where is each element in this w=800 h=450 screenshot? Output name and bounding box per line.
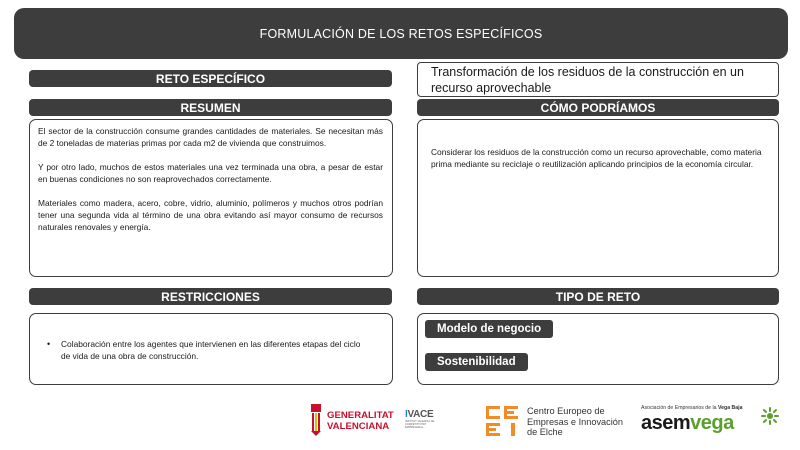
- restriccion-text: Colaboración entre los agentes que intervienen en las diferentes etapas del ciclo de vida de una obra de construcción.: [61, 339, 361, 361]
- reto-value-line-1: Transformación de los residuos de la construcción en un: [431, 65, 744, 79]
- restricciones-header: [29, 288, 392, 305]
- reto-especifico-value: [417, 62, 779, 97]
- tag-sostenibilidad: [425, 353, 528, 371]
- resumen-paragraph-1: El sector de la construcción consume grandes cantidades de materiales. Se necesitan más de 2 toneladas de materias primas por cada m2 de vivienda que construimos.: [38, 126, 383, 148]
- como-podriamos-box: [417, 119, 779, 277]
- ivace-sub-2: COMPETITIVITAT EMPRESARIAL: [405, 423, 427, 430]
- resumen-paragraph-2: Y por otro lado, muchos de estos materiales una vez terminada una obra, a pesar de estar en buenas condiciones no son reaprovechados correctamente.: [38, 162, 383, 184]
- asemvega-tagline: [641, 405, 781, 411]
- resumen-box: [29, 119, 393, 277]
- asemvega-tagline-bold: Vega Baja: [718, 405, 743, 411]
- como-podriamos-header: [417, 99, 779, 116]
- asemvega-logo: [641, 405, 781, 439]
- generalitat-logo: [308, 404, 393, 438]
- ceei-logo: [486, 405, 626, 439]
- generalitat-line-1: GENERALITAT: [327, 410, 394, 421]
- como-podriamos-text: Considerar los residuos de la construcción como un recurso aprovechable, como materia prima mediante su reciclaje o reutilización aplicando principios de la economía circular.: [431, 147, 762, 169]
- generalitat-line-2: VALENCIANA: [327, 421, 390, 432]
- asemvega-leaf-icon: [761, 407, 779, 425]
- asemvega-name-a: asem: [641, 412, 691, 434]
- tag-sostenibilidad-label: Sostenibilidad: [437, 356, 516, 368]
- ceei-line-2: Empresas e Innovación: [527, 416, 624, 427]
- ceei-mark-icon: [486, 406, 522, 438]
- page-title-bar: [14, 8, 788, 59]
- reto-value-line-2: recurso aprovechable: [431, 81, 552, 95]
- footer-logos: [0, 400, 800, 444]
- como-podriamos-label: CÓMO PODRÍAMOS: [540, 100, 656, 115]
- asemvega-wordmark: [641, 412, 734, 434]
- generalitat-emblem-icon: [308, 404, 324, 436]
- resumen-label: RESUMEN: [180, 100, 241, 115]
- ivace-logo: IVACE INSTITUT VALENCIÀ DE COMPETITIVITAT EMPRESARIAL: [405, 409, 445, 435]
- resumen-header: [29, 99, 392, 116]
- restricciones-box: [29, 313, 393, 385]
- tipo-reto-label: TIPO DE RETO: [555, 289, 641, 304]
- page-title: FORMULACIÓN DE LOS RETOS ESPECÍFICOS: [259, 26, 543, 41]
- restriccion-item: [47, 338, 362, 362]
- ceei-line-1: Centro Europeo de: [527, 406, 605, 416]
- ceei-line-3: de Elche: [527, 427, 563, 437]
- reto-especifico-header: [29, 70, 392, 87]
- asemvega-tagline-prefix: Asociación de Empresarios de la: [641, 405, 717, 411]
- ivace-sub-1: INSTITUT VALENCIÀ DE: [405, 420, 435, 423]
- bullet-icon: •: [47, 339, 51, 349]
- tipo-reto-header: [417, 288, 779, 305]
- resumen-paragraph-3: Materiales como madera, acero, cobre, vidrio, aluminio, polímeros y muchos otros podrían tener una segunda vida al término de una obra evitando así mayor consumo de recursos naturales renovales y energía.: [38, 198, 383, 232]
- asemvega-name-b: vega: [690, 412, 734, 434]
- restricciones-label: RESTRICCIONES: [161, 289, 260, 304]
- tag-modelo-negocio: [425, 320, 553, 338]
- tag-modelo-negocio-label: Modelo de negocio: [437, 323, 542, 335]
- reto-especifico-label: RETO ESPECÍFICO: [155, 71, 266, 86]
